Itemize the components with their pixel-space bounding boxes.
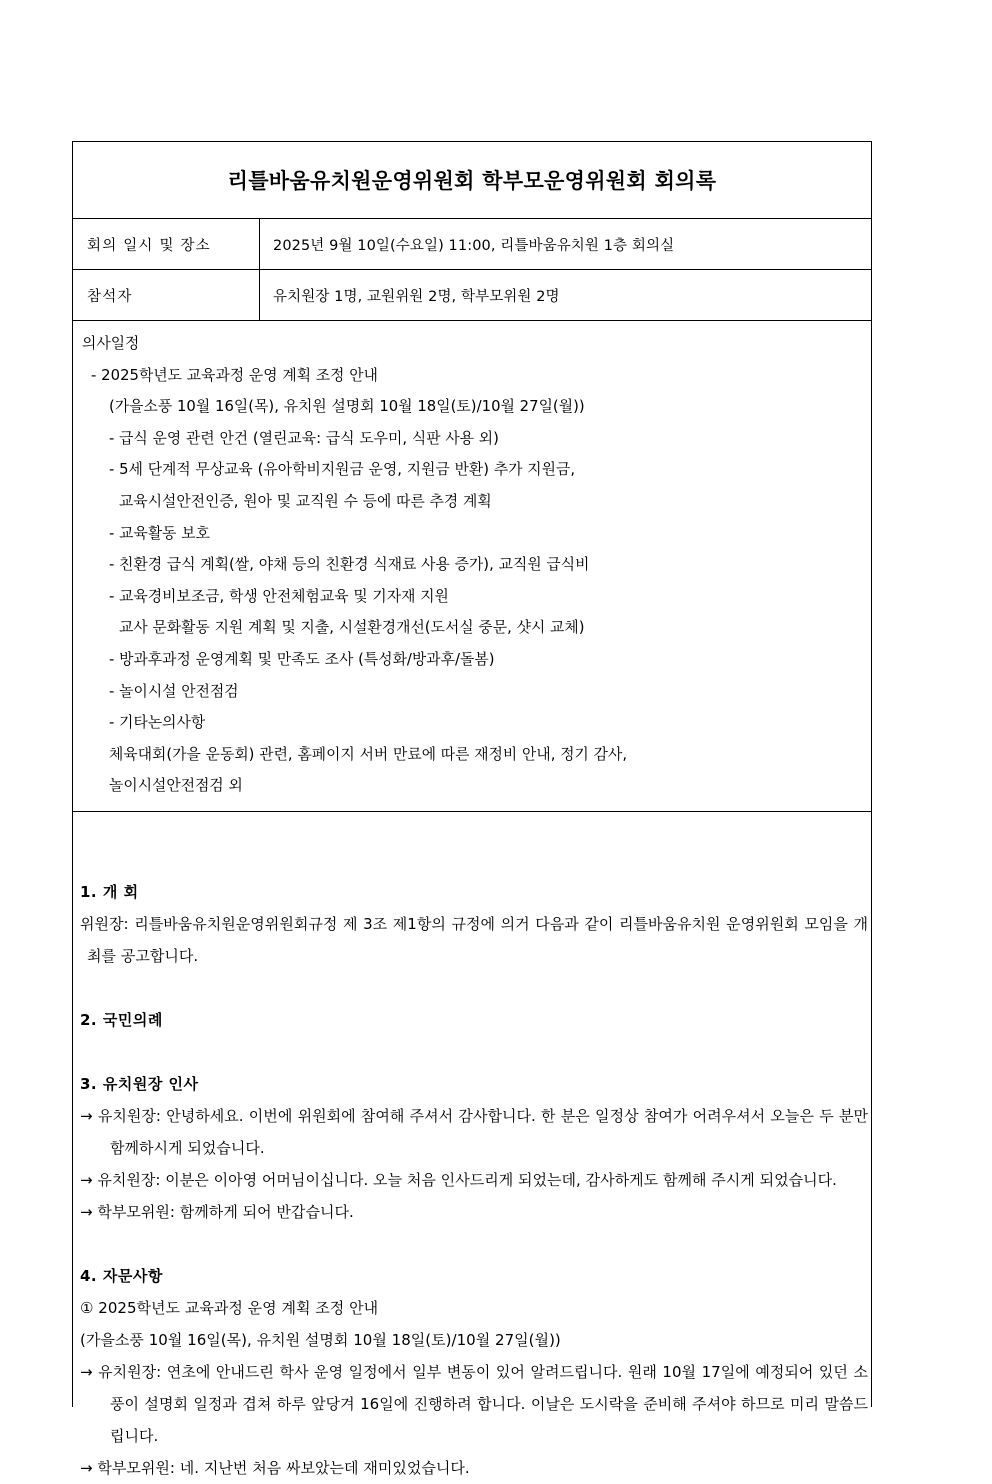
info-label: 회의 일시 및 장소 — [73, 219, 260, 269]
document-frame — [72, 141, 873, 1477]
section-paragraph — [73, 908, 871, 972]
section-heading — [73, 1068, 871, 1100]
text: 3. 유치원장 인사 — [80, 1074, 199, 1093]
dialogue-line — [73, 1164, 871, 1196]
text: 위원장: 리틀바움유치원운영위원회규정 제 3조 제1항의 규정에 의거 다음과 같이 리틀바움유치원 운영위원회 모임을 개최를 공고합니다. — [80, 914, 868, 965]
info-row-attendees — [73, 270, 871, 321]
info-label: 참석자 — [73, 270, 260, 320]
agenda-item: - 놀이시설 안전점검 — [109, 682, 239, 700]
agenda-item: 놀이시설안전점검 외 — [109, 777, 243, 795]
dialogue-line — [73, 1100, 871, 1164]
text: → 유치원장: 안녕하세요. 이번에 위원회에 참여해 주셔서 감사합니다. 한 분은 일정상 참여가 어려우셔서 오늘은 두 분만 함께하시게 되었습니다. — [80, 1106, 873, 1157]
text: ① 2025학년도 교육과정 운영 계획 조정 안내 — [80, 1298, 379, 1317]
agenda-item: - 교육경비보조금, 학생 안전체험교육 및 기자재 지원 — [109, 587, 449, 605]
text: 1. 개 회 — [80, 882, 139, 901]
agenda-item: - 5세 단계적 무상교육 (유아학비지원금 운영, 지원금 반환) 추가 지원금, — [109, 461, 576, 479]
section-heading — [73, 1004, 871, 1036]
paragraph-spacer — [73, 1228, 871, 1260]
info-value: 2025년 9월 10일(수요일) 11:00, 리틀바움유치원 1층 회의실 — [273, 237, 675, 254]
agenda-item: - 교육활동 보호 — [109, 524, 210, 542]
text: → 학부모위원: 함께하게 되어 반갑습니다. — [80, 1202, 354, 1221]
section-paragraph — [73, 1324, 871, 1356]
agenda-heading: 의사일정 — [82, 335, 140, 352]
paragraph-spacer — [73, 1036, 871, 1068]
agenda-list — [73, 360, 871, 802]
agenda-block — [73, 321, 871, 812]
text: 4. 자문사항 — [80, 1266, 163, 1285]
section-heading — [73, 1260, 871, 1292]
minutes-body — [73, 812, 871, 1484]
text: 2. 국민의례 — [80, 1010, 163, 1029]
agenda-item: - 2025학년도 교육과정 운영 계획 조정 안내 — [91, 366, 378, 384]
dialogue-line — [73, 1452, 871, 1484]
page-title: 리틀바움유치원운영위원회 학부모운영위원회 회의록 — [227, 169, 717, 193]
agenda-item: 교사 문화활동 지원 계획 및 지출, 시설환경개선(도서실 중문, 샷시 교체) — [119, 619, 585, 637]
text: → 학부모위원: 네. 지난번 처음 싸보았는데 재미있었습니다. — [80, 1458, 470, 1477]
info-value: 유치원장 1명, 교원위원 2명, 학부모위원 2명 — [273, 288, 560, 305]
text: → 유치원장: 이분은 이아영 어머님이십니다. 오늘 처음 인사드리게 되었는데, 감사하게도 함께해 주시게 되었습니다. — [80, 1170, 837, 1189]
agenda-item: - 방과후과정 운영계획 및 만족도 조사 (특성화/방과후/돌봄) — [109, 650, 495, 668]
text: (가을소풍 10월 16일(목), 유치원 설명회 10월 18일(토)/10월 27일(월)) — [80, 1330, 561, 1349]
agenda-item: - 급식 운영 관련 안건 (열린교육: 급식 도우미, 식판 사용 외) — [109, 429, 499, 447]
section-heading — [73, 876, 871, 908]
info-row-meeting-datetime-location — [73, 219, 871, 270]
text: → 유치원장: 연초에 안내드린 학사 운영 일정에서 일부 변동이 있어 알려드립니다. 원래 10월 17일에 예정되어 있던 소풍이 설명회 일정과 겹쳐 하루 앞당겨 16일에 진행하려 합니다. 이날은 도시락을 준비해 주셔야 하므로 미리 말씀드립니다. — [80, 1362, 868, 1445]
dialogue-line — [73, 1356, 871, 1452]
title-row — [73, 142, 871, 219]
agenda-item: 체육대회(가을 운동회) 관련, 홈페이지 서버 만료에 따른 재정비 안내, 정기 감사, — [109, 745, 628, 763]
agenda-item: - 기타논의사항 — [109, 714, 206, 732]
dialogue-line — [73, 1196, 871, 1228]
agenda-item: (가을소풍 10월 16일(목), 유치원 설명회 10월 18일(토)/10월 27일(월)) — [109, 398, 585, 416]
paragraph-spacer — [73, 972, 871, 1004]
body-top-spacer — [73, 812, 871, 876]
agenda-item: 교육시설안전인증, 원아 및 교직원 수 등에 따른 추경 계획 — [119, 492, 492, 510]
agenda-item: - 친환경 급식 계획(쌀, 야채 등의 친환경 식재료 사용 증가), 교직원 급식비 — [109, 556, 590, 574]
minutes-sections — [73, 876, 871, 1484]
section-paragraph — [73, 1292, 871, 1324]
